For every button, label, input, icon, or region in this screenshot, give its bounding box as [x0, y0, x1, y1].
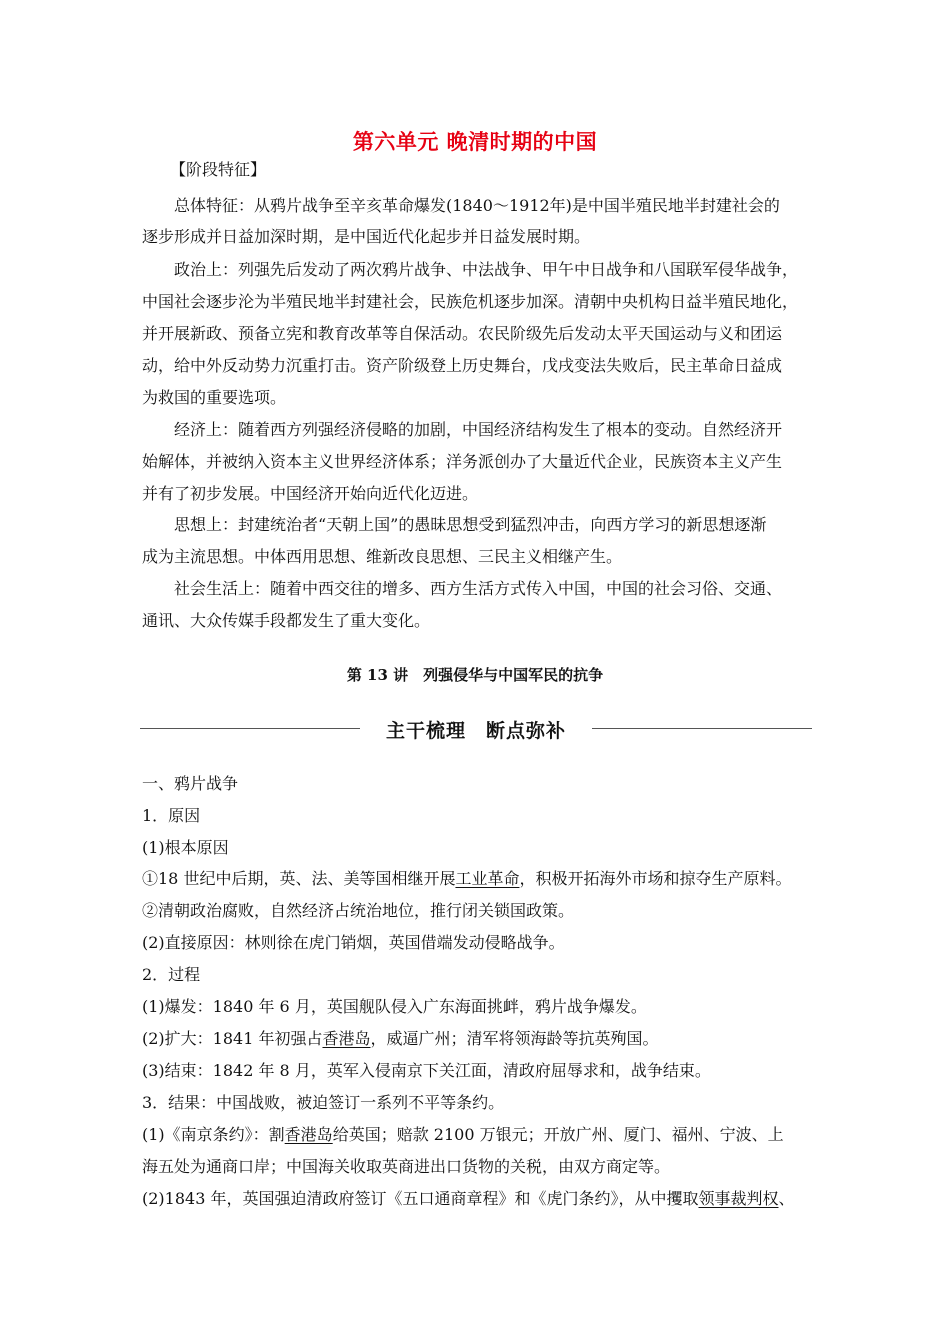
result-2-text-b: 、 [778, 1189, 795, 1208]
overall-line-1: 总体特征：从鸦片战争至辛亥革命爆发(1840～1912年)是中国半殖民地半封建社会的 [174, 196, 780, 215]
process-outbreak: (1)爆发：1840 年 6 月，英国舰队侵入广东海面挑衅，鸦片战争爆发。 [142, 997, 647, 1016]
section-opium-war: 一、鸦片战争 [142, 774, 239, 793]
cause-line-1 [142, 869, 822, 889]
politics-line-4: 动，给中外反动势力沉重打击。资产阶级登上历史舞台，戊戌变法失败后，民主革命日益成 [142, 356, 783, 375]
economy-line-3: 并有了初步发展。中国经济开始向近代化迈进。 [142, 484, 479, 503]
cause-line-2: ②清朝政治腐败，自然经济占统治地位，推行闭关锁国政策。 [142, 901, 575, 920]
process-2-text-b: ，威逼广州；清军将领海龄等抗英殉国。 [370, 1029, 659, 1048]
economy-line-2: 始解体，并被纳入资本主义世界经济体系；洋务派创办了大量近代企业，民族资本主义产生 [142, 452, 783, 471]
heading-causes: 1．原因 [142, 806, 201, 825]
keyword-industrial-revolution: 工业革命 [455, 869, 520, 888]
social-line-2: 通讯、大众传媒手段都发生了重大变化。 [142, 611, 431, 630]
thought-line-1: 思想上：封建统治者“天朝上国”的愚昧思想受到猛烈冲击，向西方学习的新思想逐渐 [174, 515, 767, 534]
result-nanjing-line-2: 海五处为通商口岸；中国海关收取英商进出口货物的关税，由双方商定等。 [142, 1157, 671, 1176]
economy-line-1: 经济上：随着西方列强经济侵略的加剧，中国经济结构发生了根本的变动。自然经济开 [174, 420, 783, 439]
heading-results: 3．结果：中国战败，被迫签订一系列不平等条约。 [142, 1093, 505, 1112]
cause-1-text-a: ①18 世纪中后期，英、法、美等国相继开展 [142, 869, 456, 888]
banner-text: 主干梳理 断点弥补 [385, 720, 566, 742]
unit-title: 第六单元 晚清时期的中国 [352, 129, 598, 154]
keyword-hong-kong-island-2: 香港岛 [284, 1125, 333, 1144]
banner-rule-right [592, 728, 812, 729]
result-2-text-a: (2)1843 年，英国强迫清政府签订《五口通商章程》和《虎门条约》，从中攫取 [142, 1189, 699, 1208]
keyword-hong-kong-island: 香港岛 [322, 1029, 371, 1048]
result-nanjing-line-1 [142, 1125, 822, 1145]
keyword-consular-jurisdiction: 领事裁判权 [698, 1189, 779, 1208]
direct-cause-line: (2)直接原因：林则徐在虎门销烟，英国借端发动侵略战争。 [142, 933, 565, 952]
heading-root-cause: (1)根本原因 [142, 838, 229, 857]
politics-line-5: 为救国的重要选项。 [142, 388, 287, 407]
result-1-text-a: (1)《南京条约》：割 [142, 1125, 285, 1144]
process-expansion [142, 1029, 822, 1049]
social-line-1: 社会生活上：随着中西交往的增多、西方生活方式传入中国，中国的社会习俗、交通、 [174, 579, 783, 598]
stage-heading: 【阶段特征】 [170, 160, 267, 179]
process-end: (3)结束：1842 年 8 月，英军入侵南京下关江面，清政府屈辱求和，战争结束。 [142, 1061, 711, 1080]
heading-process: 2．过程 [142, 965, 201, 984]
cause-1-text-b: ，积极开拓海外市场和掠夺生产原料。 [519, 869, 792, 888]
politics-line-1: 政治上：列强先后发动了两次鸦片战争、中法战争、甲午中日战争和八国联军侵华战争， [174, 260, 799, 279]
politics-line-2: 中国社会逐步沦为半殖民地半封建社会，民族危机逐步加深。清朝中央机构日益半殖民地化， [142, 292, 799, 311]
section-banner [140, 714, 812, 744]
result-1843-line [142, 1189, 822, 1209]
process-2-text-a: (2)扩大：1841 年初强占 [142, 1029, 323, 1048]
lecture-title: 第 13 讲 列强侵华与中国军民的抗争 [346, 666, 604, 684]
politics-line-3: 并开展新政、预备立宪和教育改革等自保活动。农民阶级先后发动太平天国运动与义和团运 [142, 324, 783, 343]
thought-line-2: 成为主流思想。中体西用思想、维新改良思想、三民主义相继产生。 [142, 547, 623, 566]
overall-line-2: 逐步形成并日益加深时期，是中国近代化起步并日益发展时期。 [142, 227, 591, 246]
result-1-text-b: 给英国；赔款 2100 万银元；开放广州、厦门、福州、宁波、上 [332, 1125, 784, 1144]
